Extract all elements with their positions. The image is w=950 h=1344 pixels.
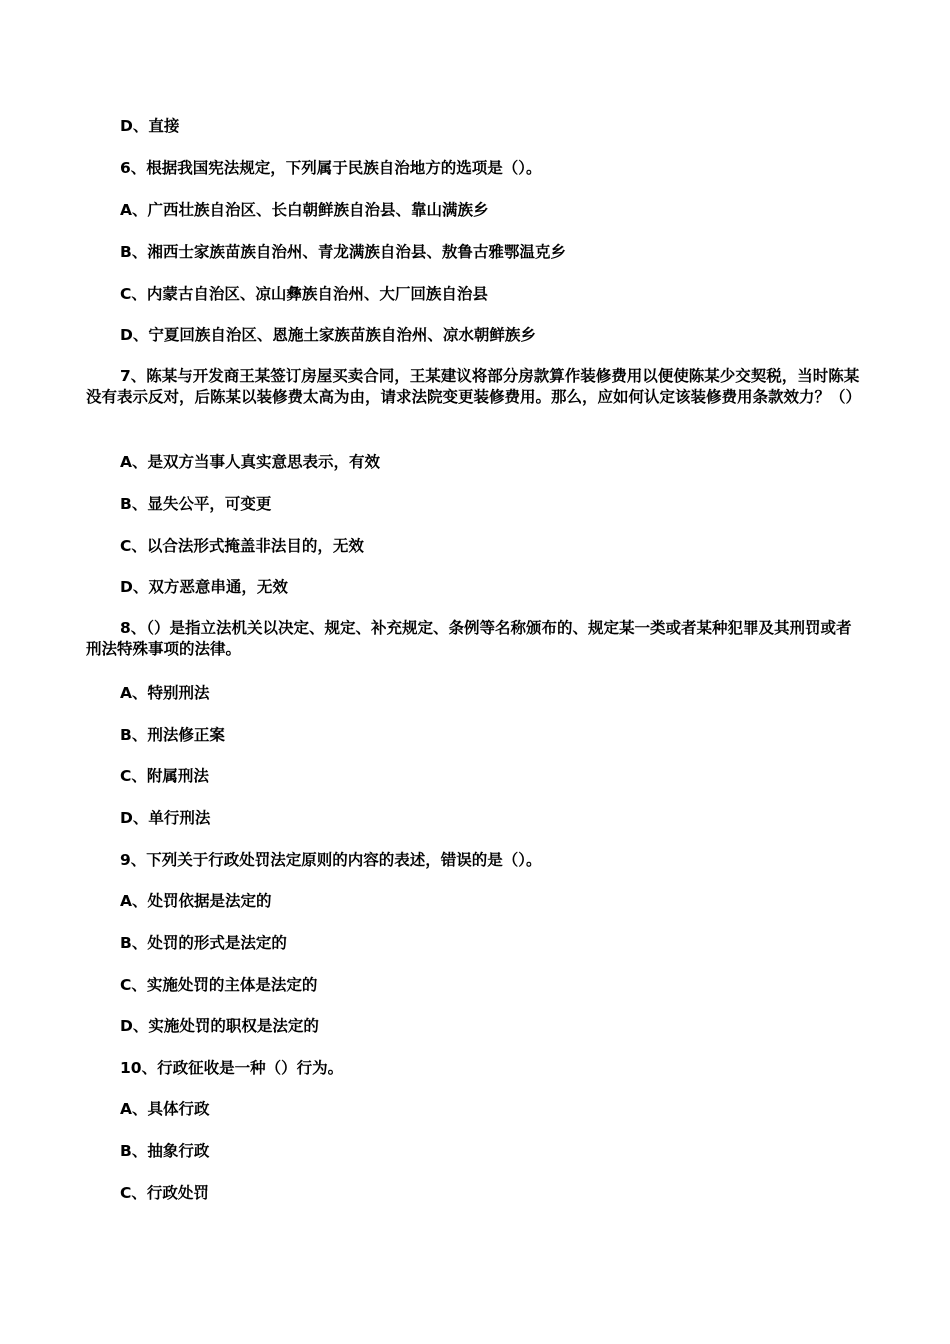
q7-option-a: A、是双方当事人真实意思表示，有效 [120,453,380,471]
q5-option-d: D、直接 [120,117,180,135]
q8-option-c: C、附属刑法 [120,767,209,785]
q8-option-a: A、特别刑法 [120,684,210,702]
q7-option-b: B、显失公平，可变更 [120,495,272,513]
q6-stem: 6、根据我国宪法规定，下列属于民族自治地方的选项是（）。 [120,159,542,177]
q8-option-b: B、刑法修正案 [120,726,225,744]
q8-stem: 8、（）是指立法机关以决定、规定、补充规定、条例等名称颁布的、规定某一类或者某种犯罪及其刑罚或者刑法特殊事项的法律。 [86,619,852,658]
q7-option-d: D、双方恶意串通，无效 [120,578,288,596]
q9-option-c: C、实施处罚的主体是法定的 [120,976,318,994]
q9-option-d: D、实施处罚的职权是法定的 [120,1017,319,1035]
q9-stem: 9、下列关于行政处罚法定原则的内容的表述，错误的是（）。 [120,851,542,869]
q10-stem: 10、行政征收是一种（）行为。 [120,1059,344,1077]
q9-option-b: B、处罚的形式是法定的 [120,934,287,952]
q9-option-a: A、处罚依据是法定的 [120,892,272,910]
q7-stem: 7、陈某与开发商王某签订房屋买卖合同，王某建议将部分房款算作装修费用以便使陈某少交契税，当时陈某没有表示反对，后陈某以装修费太高为由，请求法院变更装修费用。那么，应如何认定该装修费用条款效力？（） [86,367,862,406]
q6-option-c: C、内蒙古自治区、凉山彝族自治州、大厂回族自治县 [120,285,488,303]
q8-option-d: D、单行刑法 [120,809,211,827]
q6-option-d: D、宁夏回族自治区、恩施土家族苗族自治州、凉水朝鲜族乡 [120,326,536,344]
q7-option-c: C、以合法形式掩盖非法目的，无效 [120,537,364,555]
q6-option-b: B、湘西士家族苗族自治州、青龙满族自治县、敖鲁古雅鄂温克乡 [120,243,566,261]
q10-option-b: B、抽象行政 [120,1142,210,1160]
q6-option-a: A、广西壮族自治区、长白朝鲜族自治县、靠山满族乡 [120,201,489,219]
q10-option-a: A、具体行政 [120,1100,210,1118]
q10-option-c: C、行政处罚 [120,1184,209,1202]
